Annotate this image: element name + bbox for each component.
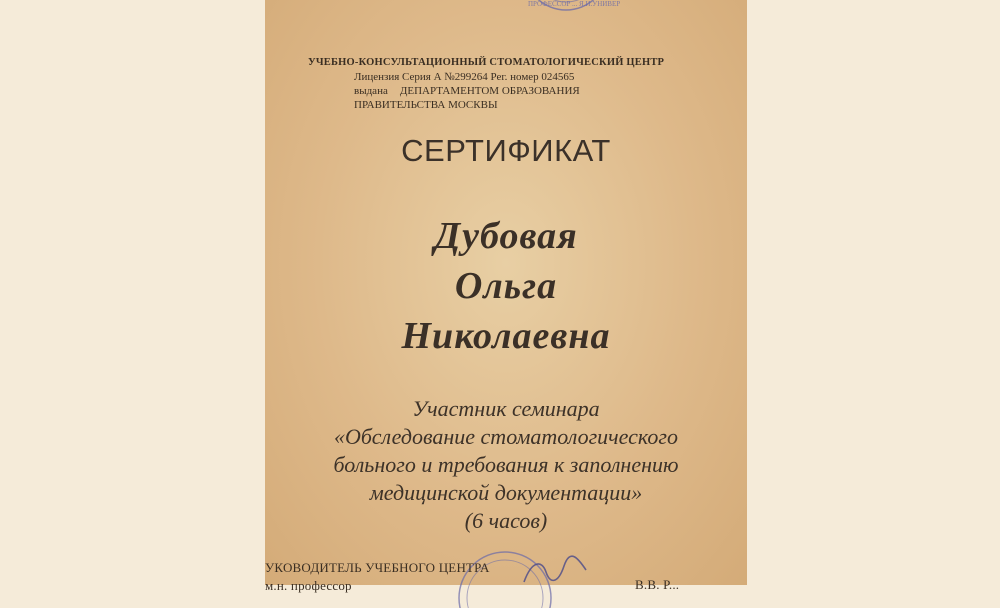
signatory-name: В.В. Р... <box>635 577 680 592</box>
seminar-title-line-1: «Обследование стоматологического <box>334 424 678 449</box>
license-line: Лицензия Серия А №299264 Рег. номер 024565 <box>354 71 575 83</box>
seminar-title-line-3: медицинской документации» <box>369 480 643 505</box>
svg-text:ПРОФЕССОР ... Я.И.УНИВЕР: ПРОФЕССОР ... Я.И.УНИВЕР <box>528 0 621 8</box>
certificate-paper <box>265 0 747 593</box>
seminar-hours: (6 часов) <box>464 508 548 533</box>
signatory-degree: м.н. профессор <box>265 578 352 593</box>
seminar-participant-label: Участник семинара <box>412 396 600 421</box>
department-name: ДЕПАРТАМЕНТОМ ОБРАЗОВАНИЯ <box>399 85 580 97</box>
recipient-first-name: Ольга <box>454 265 558 307</box>
issued-by-line <box>354 84 580 98</box>
certificate-title: СЕРТИФИКАТ <box>401 133 611 168</box>
recipient-patronymic: Николаевна <box>401 315 611 357</box>
government-name: ПРАВИТЕЛЬСТВА МОСКВЫ <box>354 99 498 111</box>
signatory-position: УКОВОДИТЕЛЬ УЧЕБНОГО ЦЕНТРА <box>265 560 490 575</box>
issued-label: выдана <box>354 85 388 97</box>
recipient-last-name: Дубовая <box>434 215 578 257</box>
organization-name: УЧЕБНО-КОНСУЛЬТАЦИОННЫЙ СТОМАТОЛОГИЧЕСКИЙ ЦЕНТР <box>308 57 665 68</box>
signature <box>520 556 590 585</box>
round-stamp-top <box>520 0 621 20</box>
seminar-title-line-2: больного и требования к заполнению <box>333 452 679 477</box>
